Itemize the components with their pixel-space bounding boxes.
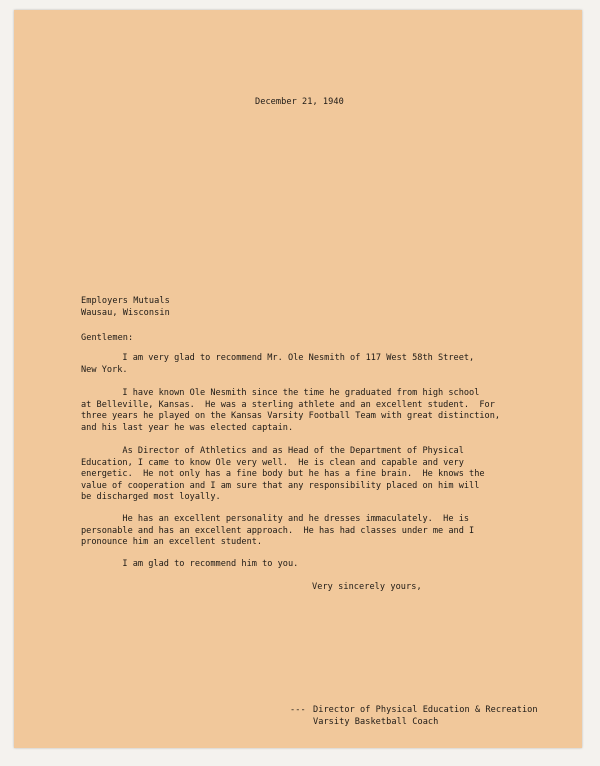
paragraph-line: pronounce him an excellent student. — [81, 537, 263, 548]
signature-title-1: Director of Physical Education & Recreation — [313, 705, 538, 715]
paragraph-line: at Belleville, Kansas. He was a sterling athlete and an excellent student. For — [81, 399, 495, 410]
paragraph-line: and his last year he was elected captain. — [81, 422, 294, 433]
paragraph-line: As Director of Athletics and as Head of the Department of Physical — [81, 446, 464, 456]
paragraph-line: I have known Ole Nesmith since the time he graduated from high school — [81, 388, 480, 398]
addressee-name: Employers Mutuals — [81, 296, 170, 306]
signature-marker: --- — [290, 705, 306, 715]
paragraph-line: Education, I came to know Ole very well. He is clean and capable and very — [81, 457, 464, 468]
addressee-city: Wausau, Wisconsin — [81, 308, 170, 318]
paragraph-5 — [81, 559, 541, 571]
signature-title-2: Varsity Basketball Coach — [313, 717, 439, 727]
paragraph-line: energetic. He not only has a fine body but he has a fine brain. He knows the — [81, 469, 485, 480]
letter-page — [14, 10, 582, 748]
paragraph-line: I am very glad to recommend Mr. Ole Nesmith of 117 West 58th Street, — [81, 353, 475, 363]
paragraph-4 — [81, 514, 541, 549]
paragraph-1 — [81, 353, 541, 376]
paragraph-line: three years he played on the Kansas Varsity Football Team with great distinction, — [81, 411, 501, 422]
letter-date: December 21, 1940 — [255, 97, 344, 107]
salutation: Gentlemen: — [81, 333, 134, 343]
paragraph-line: value of cooperation and I am sure that any responsibility placed on him will — [81, 480, 480, 491]
paragraph-line: personable and has an excellent approach. He has had classes under me and I — [81, 525, 475, 536]
paragraph-line: I am glad to recommend him to you. — [81, 559, 299, 569]
closing: Very sincerely yours, — [312, 582, 422, 592]
paragraph-3 — [81, 446, 541, 504]
paragraph-line: be discharged most loyally. — [81, 492, 221, 503]
paragraph-2 — [81, 388, 541, 434]
paragraph-line: New York. — [81, 364, 128, 375]
paragraph-line: He has an excellent personality and he dresses immaculately. He is — [81, 514, 470, 524]
